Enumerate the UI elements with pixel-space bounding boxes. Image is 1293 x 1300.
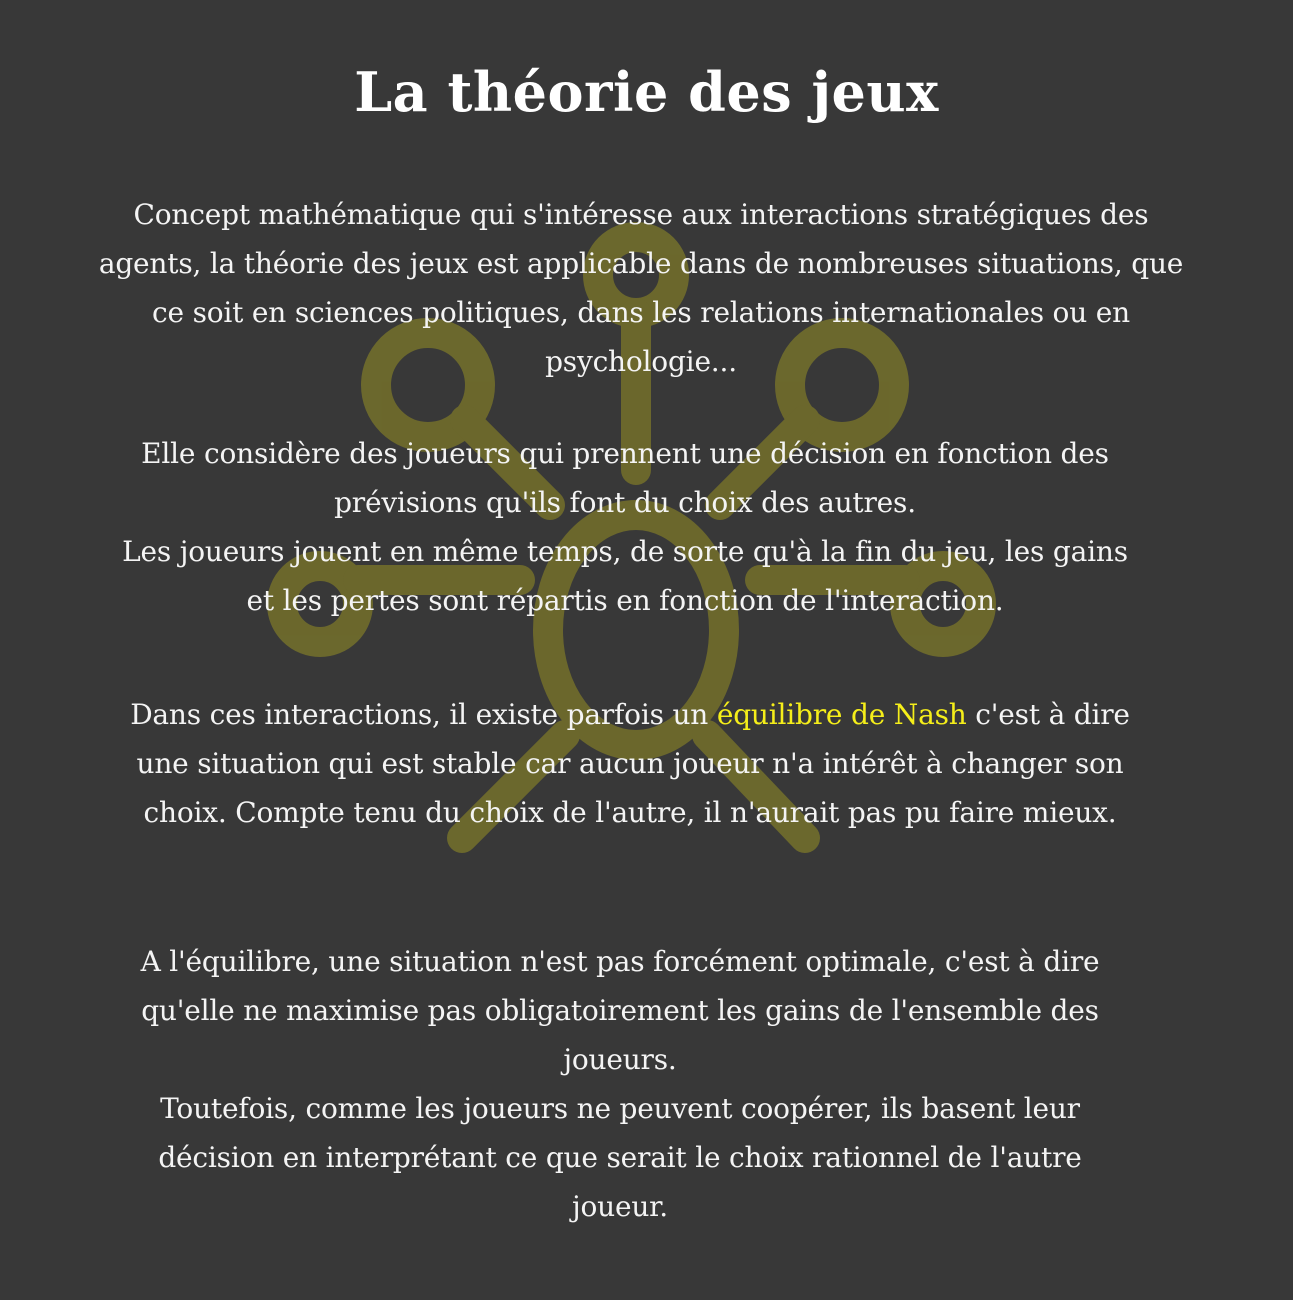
paragraph-players: [110, 429, 1140, 625]
paragraph-equilibrium: [110, 937, 1130, 1231]
paragraph-equilibrium-line-1: A l'équilibre, une situation n'est pas forcément optimale, c'est à dire qu'elle ne maximise pas obligatoirement les gains de l'ensemble des joueurs.: [140, 945, 1100, 1076]
paragraph-players-line-1: Elle considère des joueurs qui prennent une décision en fonction des prévisions qu'ils font du choix des autres.: [141, 437, 1109, 519]
paragraph-intro: [80, 190, 1202, 386]
page-title: La théorie des jeux: [354, 60, 939, 124]
paragraph-nash: [110, 690, 1150, 837]
paragraph-nash-before: Dans ces interactions, il existe parfois un: [130, 698, 717, 731]
paragraph-players-line-2: Les joueurs jouent en même temps, de sorte qu'à la fin du jeu, les gains et les pertes sont répartis en fonction de l'interaction.: [122, 535, 1128, 617]
paragraph-equilibrium-line-2: Toutefois, comme les joueurs ne peuvent coopérer, ils basent leur décision en interprétant ce que serait le choix rationnel de l'autre joueur.: [158, 1092, 1082, 1223]
paragraph-nash-after: c'est à dire une situation qui est stable car aucun joueur n'a intérêt à changer son choix. Compte tenu du choix de l'autre, il n'aurait pas pu faire mieux.: [136, 698, 1130, 829]
nash-equilibrium-highlight: équilibre de Nash: [716, 698, 967, 731]
paragraph-intro-text: Concept mathématique qui s'intéresse aux interactions stratégiques des agents, la théorie des jeux est applicable dans de nombreuses situations, que ce soit en sciences politiques, dans les relations internationales ou en psychologie...: [98, 198, 1184, 378]
